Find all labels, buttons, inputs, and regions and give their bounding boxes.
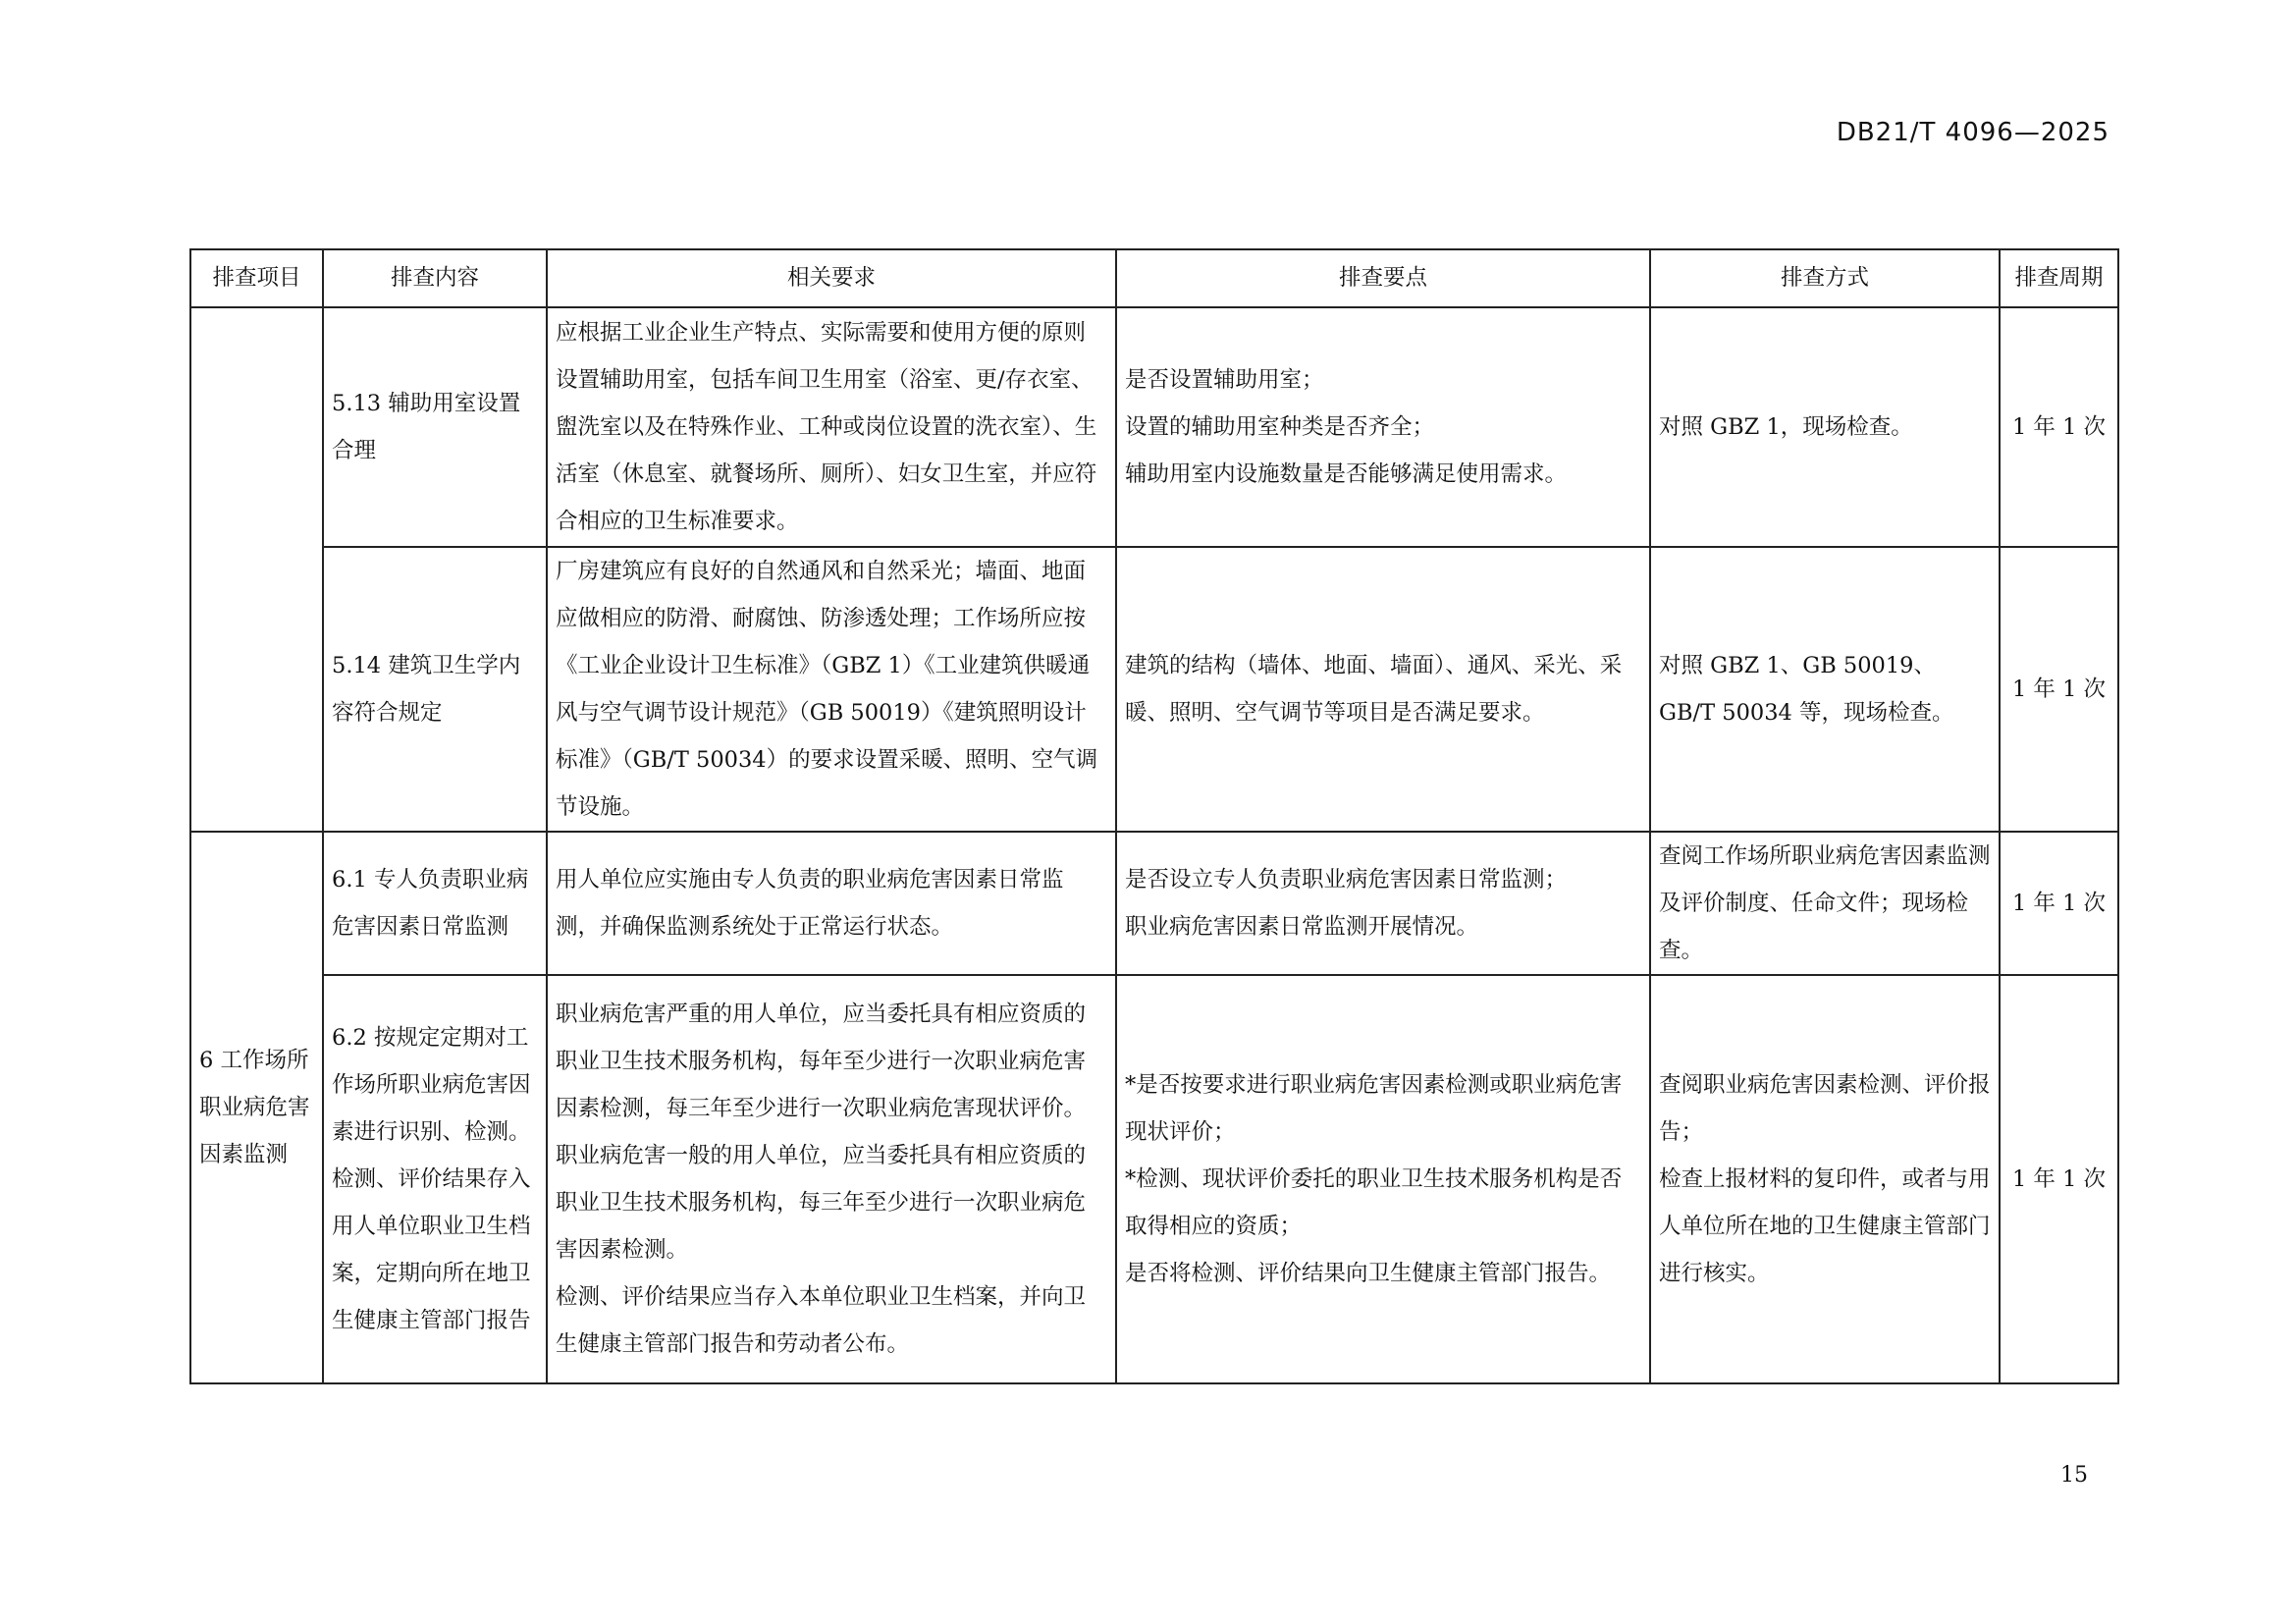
point-line: 设置的辅助用室种类是否齐全；: [1125, 414, 1435, 440]
points-cell: [1116, 832, 1650, 975]
table-row: [190, 307, 2118, 547]
content-cell: 5.14 建筑卫生学内容符合规定: [323, 547, 547, 832]
content-cell: 6.2 按规定定期对工作场所职业病危害因素进行识别、检测。检测、评价结果存入用人单位职业卫生档案，定期向所在地卫生健康主管部门报告: [323, 975, 547, 1383]
col-header-cycle: 排查周期: [2000, 249, 2118, 307]
requirement-cell: 用人单位应实施由专人负责的职业病危害因素日常监测，并确保监测系统处于正常运行状态。: [547, 832, 1116, 975]
point-line: 是否设置辅助用室；: [1125, 367, 1324, 393]
method-line: 检查上报材料的复印件，或者与用人单位所在地的卫生健康主管部门进行核实。: [1659, 1166, 1991, 1286]
cycle-cell: 1 年 1 次: [2000, 307, 2118, 547]
content-cell: 5.13 辅助用室设置合理: [323, 307, 547, 547]
table-header-row: [190, 249, 2118, 307]
cycle-cell: 1 年 1 次: [2000, 975, 2118, 1383]
method-cell: 对照 GBZ 1、GB 50019、GB/T 50034 等，现场检查。: [1650, 547, 2000, 832]
document-code: DB21/T 4096—2025: [1836, 118, 2109, 147]
requirement-paragraph: 检测、评价结果应当存入本单位职业卫生档案，并向卫生健康主管部门报告和劳动者公布。: [556, 1284, 1087, 1357]
point-line: 是否设立专人负责职业病危害因素日常监测；: [1125, 867, 1568, 893]
requirement-paragraph: 职业病危害一般的用人单位，应当委托具有相应资质的职业卫生技术服务机构，每三年至少进行一次职业病危害因素检测。: [556, 1143, 1087, 1263]
requirement-cell: 应根据工业企业生产特点、实际需要和使用方便的原则设置辅助用室，包括车间卫生用室（浴室、更/存衣室、盥洗室以及在特殊作业、工种或岗位设置的洗衣室）、生活室（休息室、就餐场所、厕所）、妇女卫生室，并应符合相应的卫生标准要求。: [547, 307, 1116, 547]
inspection-table: [189, 248, 2119, 1384]
requirement-cell: [547, 975, 1116, 1383]
col-header-points: 排查要点: [1116, 249, 1650, 307]
method-cell: [1650, 975, 2000, 1383]
point-line: 建筑的结构（墙体、地面、墙面）、通风、采光、采暖、照明、空气调节等项目是否满足要求。: [1125, 653, 1623, 726]
point-line: 职业病危害因素日常监测开展情况。: [1125, 914, 1479, 940]
method-line: 查阅职业病危害因素检测、评价报告；: [1659, 1072, 1991, 1145]
points-cell: [1116, 547, 1650, 832]
col-header-content: 排查内容: [323, 249, 547, 307]
category-cell: 6 工作场所职业病危害因素监测: [190, 832, 323, 1383]
point-line: 是否将检测、评价结果向卫生健康主管部门报告。: [1125, 1261, 1612, 1286]
requirement-cell: 厂房建筑应有良好的自然通风和自然采光；墙面、地面应做相应的防滑、耐腐蚀、防渗透处理；工作场所应按《工业企业设计卫生标准》（GBZ 1）《工业建筑供暖通风与空气调节设计规范》（GB 50019）《建筑照明设计标准》（GB/T 50034）的要求设置采暖、照明、空气调节设施。: [547, 547, 1116, 832]
col-header-method: 排查方式: [1650, 249, 2000, 307]
point-line: 辅助用室内设施数量是否能够满足使用需求。: [1125, 461, 1568, 487]
method-cell: 查阅工作场所职业病危害因素监测及评价制度、任命文件；现场检查。: [1650, 832, 2000, 975]
table-row: [190, 832, 2118, 975]
requirement-paragraph: 职业病危害严重的用人单位，应当委托具有相应资质的职业卫生技术服务机构，每年至少进行一次职业病危害因素检测，每三年至少进行一次职业病危害现状评价。: [556, 1001, 1087, 1121]
point-line: *是否按要求进行职业病危害因素检测或职业病危害现状评价；: [1125, 1072, 1623, 1145]
col-header-requirement: 相关要求: [547, 249, 1116, 307]
table-row: [190, 975, 2118, 1383]
method-cell: 对照 GBZ 1，现场检查。: [1650, 307, 2000, 547]
table-row: [190, 547, 2118, 832]
cycle-cell: 1 年 1 次: [2000, 547, 2118, 832]
points-cell: [1116, 307, 1650, 547]
content-cell: 6.1 专人负责职业病危害因素日常监测: [323, 832, 547, 975]
category-cell-empty: [190, 307, 323, 832]
point-line: *检测、现状评价委托的职业卫生技术服务机构是否取得相应的资质；: [1125, 1166, 1623, 1239]
points-cell: [1116, 975, 1650, 1383]
cycle-cell: 1 年 1 次: [2000, 832, 2118, 975]
page-number: 15: [2060, 1463, 2088, 1488]
col-header-item: 排查项目: [190, 249, 323, 307]
